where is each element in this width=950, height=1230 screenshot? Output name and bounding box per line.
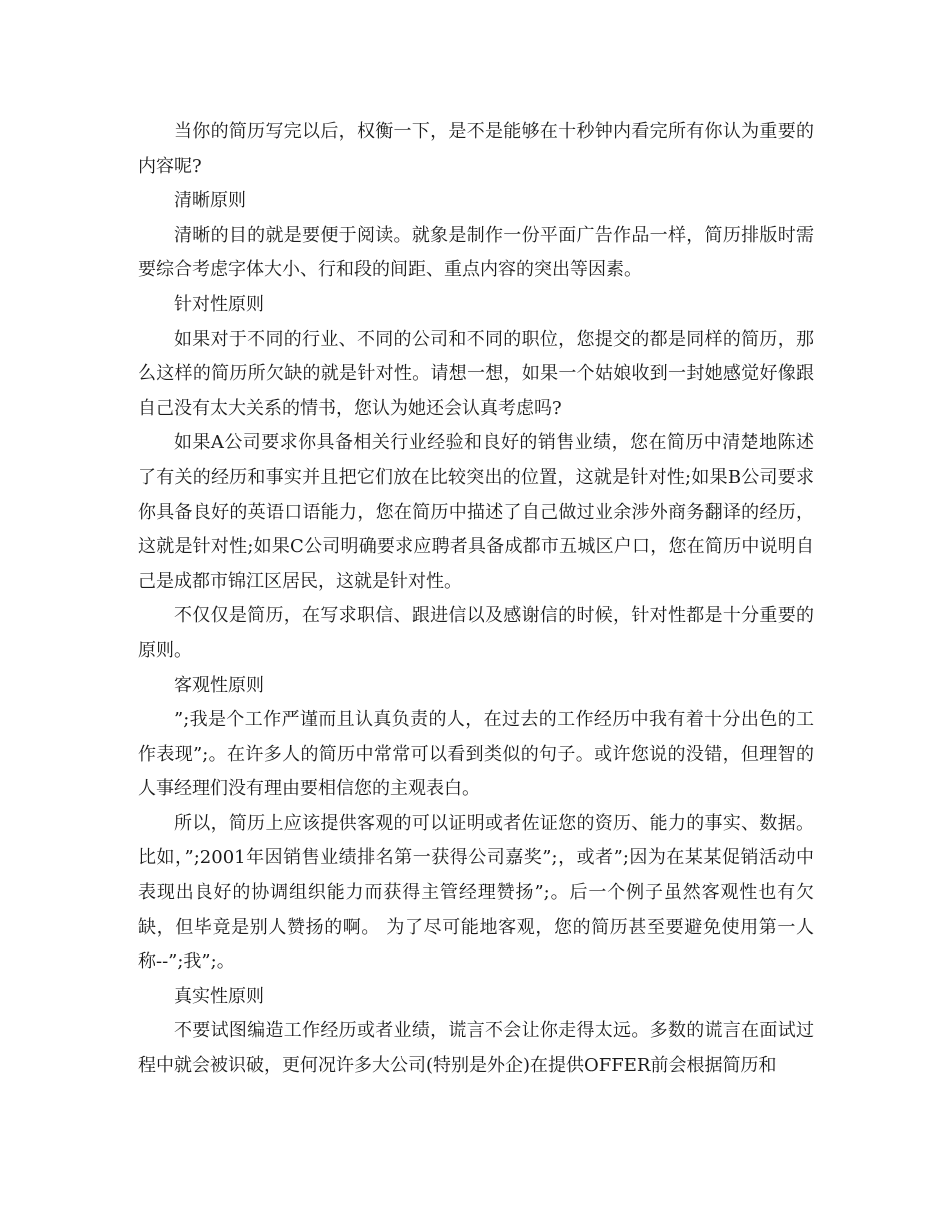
heading-relevance: 针对性原则	[174, 293, 264, 315]
heading-objectivity: 客观性原则	[174, 674, 264, 696]
heading-clarity: 清晰原则	[174, 190, 246, 212]
paragraph-relevance-3: 不仅仅是简历，在写求职信、跟进信以及感谢信的时候，针对性都是十分重要的原则。	[138, 605, 814, 661]
paragraph-intro: 当你的简历写完以后，权衡一下，是不是能够在十秒钟内看完所有你认为重要的内容呢?	[138, 121, 814, 177]
document-body	[138, 115, 814, 1084]
paragraph-objectivity-2: 所以，简历上应该提供客观的可以证明或者佐证您的资历、能力的事实、数据。比如，”;2001年因销售业绩排名第一获得公司嘉奖”;，或者”;因为在某某促销活动中表现出良好的协调组织能力而获得主管经理赞扬”;。后一个例子虽然客观性也有欠缺，但毕竟是别人赞扬的啊。 为了尽可能地客观，您的简历甚至要避免使用第一人称--”;我”;。	[138, 812, 814, 973]
paragraph-relevance-2: 如果A公司要求你具备相关行业经验和良好的销售业绩，您在简历中清楚地陈述了有关的经历和事实并且把它们放在比较突出的位置，这就是针对性;如果B公司要求你具备良好的英语口语能力，您在简历中描述了自己做过业余涉外商务翻译的经历，这就是针对性;如果C公司明确要求应聘者具备成都市五城区户口，您在简历中说明自己是成都市锦江区居民，这就是针对性。	[138, 432, 814, 592]
heading-truthfulness: 真实性原则	[174, 985, 264, 1007]
paragraph-truthfulness: 不要试图编造工作经历或者业绩，谎言不会让你走得太远。多数的谎言在面试过程中就会被识破，更何况许多大公司(特别是外企)在提供OFFER前会根据简历和	[138, 1020, 814, 1077]
paragraph-objectivity-1: ”;我是个工作严谨而且认真负责的人，在过去的工作经历中我有着十分出色的工作表现”;。在许多人的简历中常常可以看到类似的句子。或许您说的没错，但理智的人事经理们没有理由要相信您的主观表白。	[138, 709, 814, 800]
paragraph-clarity: 清晰的目的就是要便于阅读。就象是制作一份平面广告作品一样，简历排版时需要综合考虑字体大小、行和段的间距、重点内容的突出等因素。	[138, 224, 814, 281]
paragraph-relevance-1: 如果对于不同的行业、不同的公司和不同的职位，您提交的都是同样的简历，那么这样的简历所欠缺的就是针对性。请想一想，如果一个姑娘收到一封她感觉好像跟自己没有太大关系的情书，您认为她还会认真考虑吗?	[138, 328, 814, 419]
